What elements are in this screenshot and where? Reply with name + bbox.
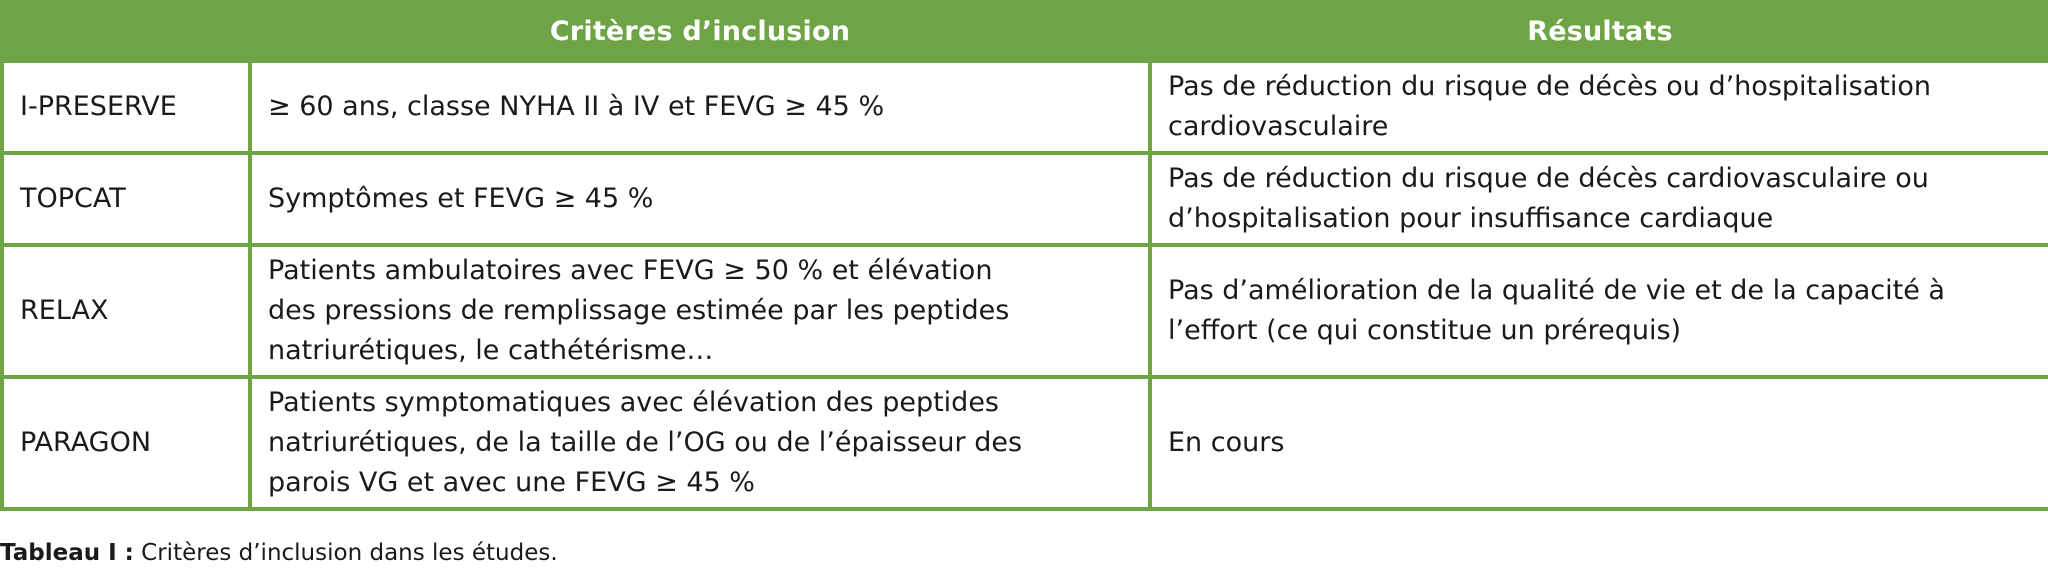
study-name: PARAGON bbox=[2, 377, 250, 509]
study-name: I-PRESERVE bbox=[2, 61, 250, 153]
table-row bbox=[2, 245, 2048, 377]
header-row bbox=[2, 2, 2048, 61]
study-name: TOPCAT bbox=[2, 153, 250, 245]
study-results: Pas de réduction du risque de décès ou d’hospitalisation cardiovasculaire bbox=[1150, 61, 2048, 153]
table-row bbox=[2, 61, 2048, 153]
header-results: Résultats bbox=[1150, 2, 2048, 61]
header-study bbox=[2, 2, 250, 61]
header-criteria: Critères d’inclusion bbox=[250, 2, 1150, 61]
caption-text: Critères d’inclusion dans les études. bbox=[133, 540, 558, 566]
study-criteria: ≥ 60 ans, classe NYHA II à IV et FEVG ≥ 45 % bbox=[250, 61, 1150, 153]
study-results: Pas d’amélioration de la qualité de vie et de la capacité à l’effort (ce qui constitue un prérequis) bbox=[1150, 245, 2048, 377]
table-header bbox=[2, 2, 2048, 61]
table-caption bbox=[0, 540, 558, 566]
study-criteria: Patients symptomatiques avec élévation des peptides natriurétiques, de la taille de l’OG ou de l’épaisseur des parois VG et avec une FEVG ≥ 45 % bbox=[250, 377, 1150, 509]
study-name: RELAX bbox=[2, 245, 250, 377]
study-results: Pas de réduction du risque de décès cardiovasculaire ou d’hospitalisation pour insuffisance cardiaque bbox=[1150, 153, 2048, 245]
study-criteria: Patients ambulatoires avec FEVG ≥ 50 % et élévation des pressions de remplissage estimée par les peptides natriurétiques, le cathétérisme… bbox=[250, 245, 1150, 377]
study-criteria: Symptômes et FEVG ≥ 45 % bbox=[250, 153, 1150, 245]
caption-label: Tableau I : bbox=[0, 540, 134, 566]
study-results: En cours bbox=[1150, 377, 2048, 509]
table-row bbox=[2, 377, 2048, 509]
table-body bbox=[2, 61, 2048, 509]
table-row bbox=[2, 153, 2048, 245]
